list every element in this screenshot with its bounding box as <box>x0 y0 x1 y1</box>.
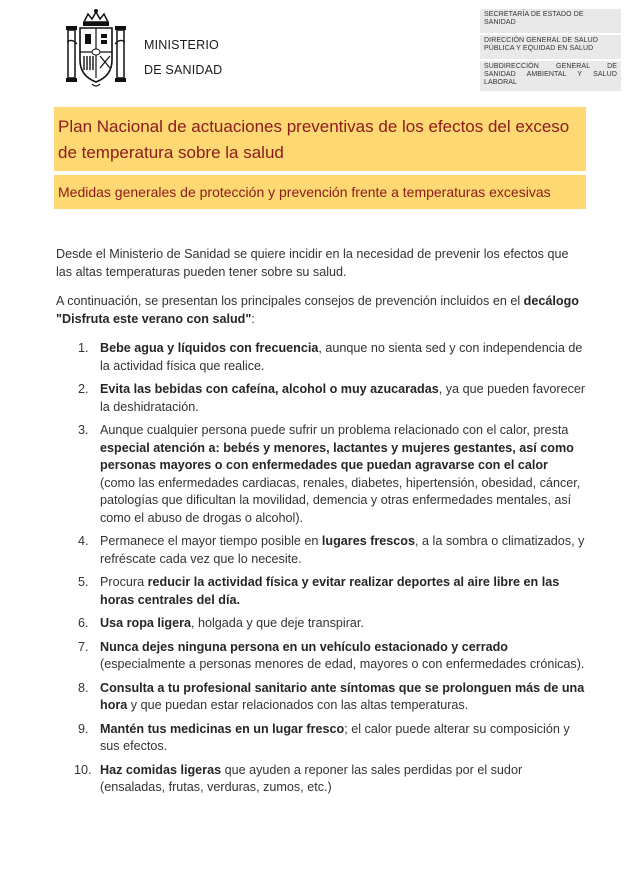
coat-of-arms-emblem <box>64 8 128 90</box>
list-item-number: 1. <box>78 341 89 355</box>
intro-paragraph-1: Desde el Ministerio de Sanidad se quiere incidir en la necesidad de prevenir los efectos que las altas temperaturas pueden tener sobre su salud. <box>56 247 569 279</box>
page-title: Plan Nacional de actuaciones preventivas de los efectos del exceso de temperatura sobre la salud <box>58 117 570 162</box>
list-item <box>56 680 586 715</box>
list-item-number: 9. <box>78 721 89 736</box>
list-item-number: 6. <box>78 616 89 630</box>
intro-p2-text: A continuación, se presentan los principales consejos de prevención incluidos en el <box>56 294 524 308</box>
list-item <box>56 381 586 416</box>
document-body <box>56 246 586 803</box>
document-header <box>0 0 642 106</box>
decalogue-name: decálogo "Disfruta este verano con salud" <box>56 294 579 326</box>
list-item-text: Procura <box>100 575 148 589</box>
list-item-emphasis: reducir la actividad física y evitar realizar deportes al aire libre en las horas centrales del día. <box>100 575 560 607</box>
intro-p2-end: : <box>251 311 255 326</box>
list-item-text: (como las enfermedades cardiacas, renales, diabetes, hipertensión, obesidad, cáncer, patologías que dificultan la movilidad, demencia y otras enfermedades mentales, así como el abuso de drogas o alcohol). <box>100 475 581 525</box>
list-item-emphasis: Usa ropa ligera <box>100 616 191 630</box>
list-item-emphasis: especial atención a: bebés y menores, lactantes y mujeres gestantes, así como personas mayores o con enfermedades que puedan agravarse con el calor <box>100 440 574 472</box>
list-item-emphasis: Haz comidas ligeras <box>100 762 222 777</box>
list-item-emphasis: Consulta a tu profesional sanitario ante síntomas que se prolonguen más de una hora <box>100 680 585 712</box>
list-item-number: 7. <box>78 639 89 654</box>
list-item-emphasis: Bebe agua y líquidos con frecuencia <box>100 341 319 355</box>
list-item-text: y que puedan estar relacionados con las altas temperaturas. <box>127 698 469 712</box>
title-box <box>54 107 586 209</box>
list-item-emphasis: Nunca dejes ninguna persona en un vehículo estacionado y cerrado <box>100 639 508 654</box>
secretaria-label: SECRETARÍA DE ESTADO DE SANIDAD <box>480 9 621 33</box>
intro-paragraph-2 <box>56 293 586 328</box>
list-item-text: , holgada y que deje transpirar. <box>191 616 364 630</box>
list-item-text: , ya que pueden favorecer la deshidratación. <box>100 382 586 414</box>
list-item-number: 4. <box>78 534 89 548</box>
list-item <box>56 639 586 674</box>
list-item-text: , a la sombra o climatizados, y refréscate cada vez que lo necesite. <box>100 534 585 566</box>
page-subtitle: Medidas generales de protección y prevención frente a temperaturas excesivas <box>58 184 551 200</box>
ministry-name <box>144 33 222 83</box>
list-item <box>56 721 586 756</box>
list-item-text: ; el calor puede alterar su composición y sus efectos. <box>100 721 570 753</box>
list-item-text: (especialmente a personas menores de edad, mayores o con enfermedades crónicas). <box>100 657 585 671</box>
list-item-number: 10. <box>74 762 92 777</box>
list-item-text: Aunque cualquier persona puede sufrir un problema relacionado con el calor, presta <box>100 423 569 437</box>
list-item-number: 2. <box>78 382 89 396</box>
subdireccion-label: SUBDIRECCIÓN GENERAL DE SANIDAD AMBIENTAL Y SALUD LABORAL <box>480 61 621 91</box>
list-item <box>56 340 586 375</box>
list-item-emphasis: lugares frescos <box>321 534 416 548</box>
direccion-label: DIRECCIÓN GENERAL DE SALUD PÚBLICA Y EQUIDAD EN SALUD <box>480 35 621 59</box>
list-item-number: 8. <box>78 680 89 695</box>
title-separator <box>54 171 586 175</box>
list-item-number: 3. <box>78 423 89 437</box>
list-item-text: , aunque no sienta sed y con independencia de la actividad física que realice. <box>100 341 583 373</box>
list-item <box>56 422 586 527</box>
advice-list <box>56 340 586 797</box>
list-item-emphasis: Evita las bebidas con cafeína, alcohol o muy azucaradas <box>100 382 439 396</box>
list-item-text: que ayuden a reponer las sales perdidas por el sudor (ensaladas, frutas, verduras, zumos, etc.) <box>100 762 523 794</box>
list-item <box>56 574 586 609</box>
list-item <box>56 533 586 568</box>
list-item <box>56 762 586 797</box>
ministry-line-2: DE SANIDAD <box>144 63 223 77</box>
list-item <box>56 615 586 633</box>
list-item-number: 5. <box>78 575 89 589</box>
list-item-emphasis: Mantén tus medicinas en un lugar fresco <box>100 721 345 736</box>
department-box <box>480 9 621 93</box>
ministry-line-1: MINISTERIO <box>144 38 219 52</box>
list-item-text: Permanece el mayor tiempo posible en <box>100 534 322 548</box>
